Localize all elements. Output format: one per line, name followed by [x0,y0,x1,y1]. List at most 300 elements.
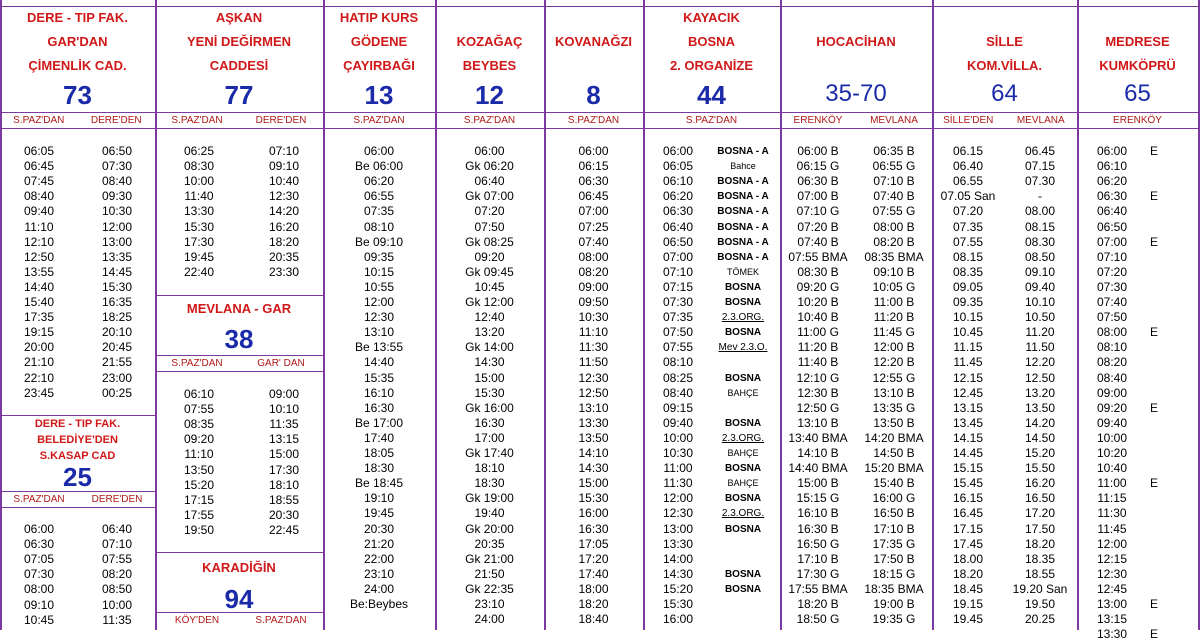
time-cell: 14:30 [474,355,505,370]
col-header: S.PAZ'DAN [255,615,307,626]
time-cell: 06:15 [578,159,609,174]
grid-hline [155,552,323,553]
time-cell: 10.50 [1024,310,1056,325]
time-cell: 10:05 G [872,279,916,294]
time-cell: 08:20 [101,567,133,582]
time-cell: 17:20 [578,551,609,566]
time-cell: 14:40 [363,355,395,370]
col-header: S.PAZ'DAN [353,115,405,126]
time-cell: 17:40 [578,566,609,581]
time-cell: 07:45 [23,174,55,189]
time-cell: 08:00 [578,249,609,264]
time-cell: 15:00 [268,447,300,462]
time-cell: 16:20 [268,219,300,234]
col-header: DERE'DEN [91,494,143,505]
time-cell: 10:20 [1096,446,1128,460]
route-number: 64 [991,80,1018,107]
time-cell: 15:35 [363,370,395,385]
time-cell: 17:10 B [797,551,839,566]
time-cell: 15:15 G [796,491,840,506]
time-cell: 07:50 [1096,310,1128,325]
route-number: 25 [63,462,92,492]
time-cell: 06.15 [952,144,984,158]
time-cell: 13:00 [101,234,133,249]
time-cell: 09:20 [183,432,215,447]
route-note: BOSNA [724,417,762,429]
time-cell: 11:00 [1097,476,1127,491]
time-cell: 15:30 [474,385,505,400]
route-note: E [1150,400,1159,415]
time-cell: 07.30 [1024,174,1056,189]
time-cell: 07.55 [952,234,984,249]
time-cell: Gk 21:00 [465,551,514,566]
time-cell: 09.05 [952,279,984,294]
time-cell: 07:35 [662,310,694,325]
time-cell: 14:00 [662,551,694,566]
time-cell: 11:35 [102,612,132,627]
time-cell: 07:55 BMA [788,249,848,264]
time-cell: 18:25 [101,310,133,325]
time-cell: 12:50 [23,249,55,264]
time-cell: 07.15 [1024,159,1056,174]
time-cell: 12:50 G [796,400,840,415]
route-note: BOSNA - A [717,251,769,263]
route-note: BOSNA - A [717,221,769,233]
route-note: BOSNA [724,463,762,475]
time-cell: 07:50 [662,325,694,340]
time-cell: 19:40 [474,506,505,521]
route-title: KOM.VİLLA. [966,58,1043,73]
route-title: MEVLANA - GAR [186,301,292,316]
time-cell: 06:30 B [797,174,839,189]
time-cell: 07:30 [1096,279,1128,294]
route-note: BOSNA [724,493,762,505]
time-cell: 16:30 [578,521,609,536]
time-cell: 06:30 [578,174,609,189]
time-cell: Be 13:55 [354,340,404,355]
route-note: BOSNA - A [717,176,769,188]
time-cell: 12:30 B [797,385,839,400]
time-cell: 11:20 B [797,340,839,355]
time-cell: 15.45 [952,476,984,491]
time-cell: 18:35 BMA [864,581,924,596]
time-cell: 07:50 [474,219,505,234]
route-title: SİLLE [986,34,1023,49]
time-cell: 14:45 [101,264,133,279]
time-cell: 09:00 [1096,385,1128,400]
time-cell: 20:00 [23,340,55,355]
route-note: 2.3.ORG. [721,312,765,324]
time-cell: 00:25 [101,385,133,400]
time-cell: 07.05 San [940,189,996,204]
time-cell: 12:30 [1096,566,1128,581]
time-cell: 06:30 [1096,189,1128,204]
route-note: BOSNA [724,372,762,384]
time-cell: 08.50 [1024,249,1056,264]
time-cell: 08:35 [183,417,215,432]
time-cell: 19:45 [363,506,395,521]
grid-hline [155,295,323,296]
route-title: HOCACİHAN [816,34,896,49]
time-cell: 10:00 [662,430,694,445]
time-cell: 09:00 [268,387,300,401]
time-cell: 12:15 [1096,551,1128,566]
time-cell: 17:35 [23,310,55,325]
time-cell: 18:00 [578,581,609,596]
col-header: S.PAZ'DAN [171,358,223,369]
time-cell: 16:00 [578,506,609,521]
time-cell: 06:40 [101,522,133,536]
time-cell: 20:30 [363,521,395,536]
time-cell: 10:00 [101,597,133,612]
time-cell: 17:15 [183,492,215,507]
time-cell: 08:20 [1096,355,1128,370]
route-title: DERE - TIP FAK. [27,10,128,25]
time-cell: 18:20 [578,597,609,611]
time-cell: 08:40 [662,385,694,400]
time-cell: 06:50 [1096,219,1128,234]
time-cell: 16.15 [952,491,984,506]
time-cell: 09:40 [23,204,55,219]
time-cell: 07:00 [578,204,609,219]
time-cell: 10:10 [268,402,300,417]
route-note: E [1150,189,1159,204]
time-cell: 14:10 B [797,446,839,460]
route-note: E [1150,627,1159,642]
time-cell: 15:20 [662,581,694,596]
time-cell: 12:50 [578,385,609,400]
route-number: 35-70 [825,80,887,107]
time-cell: 08.30 [1024,234,1056,249]
time-cell: 08:10 [363,219,395,234]
time-cell: 15:00 [474,370,505,385]
time-cell: 08:00 [23,582,55,597]
time-cell: 18:30 [474,476,505,491]
time-cell: 09.40 [1024,279,1056,294]
time-cell: Gk 14:00 [465,340,514,355]
time-cell: 14:30 [578,461,609,476]
time-cell: 06:30 [23,537,55,552]
time-cell: 11:20 B [873,310,915,325]
time-cell: 06:00 [578,144,609,158]
time-cell: 24:00 [363,581,395,596]
time-cell: 08.15 [1024,219,1056,234]
time-cell: 13:50 [578,430,609,445]
route-title: KARADİĞİN [202,560,276,575]
time-cell: 14:10 [578,446,609,460]
route-title: ÇAYIRBAĞI [343,58,415,73]
time-cell: 09:35 [363,249,395,264]
time-cell: 10.45 [952,325,984,340]
time-cell: 09.10 [1024,264,1056,279]
time-cell: 07:10 [101,537,133,552]
time-cell: 17:55 BMA [788,581,848,596]
time-cell: 06.55 [952,174,984,189]
time-cell: 15:00 B [797,476,839,491]
time-cell: 06:00 [1096,144,1128,158]
col-header: ERENKÖY [793,115,843,126]
time-cell: 18:30 [363,461,395,476]
route-number: 13 [364,80,394,110]
time-cell: 11:30 [1097,506,1127,521]
time-cell: 07:25 [578,219,609,234]
route-title: KOVANAĞZI [554,34,633,49]
route-title: BOSNA [688,34,735,49]
time-cell: 19.45 [952,612,984,627]
time-cell: Gk 12:00 [465,295,514,309]
time-cell: 09:10 B [873,264,915,279]
time-cell: 07:55 [101,552,133,567]
time-cell: 06:55 G [872,159,916,174]
time-cell: 06:10 [662,174,694,189]
route-note: 2.3.ORG. [721,508,765,520]
time-cell: 11:10 [578,325,609,340]
time-cell: 22:40 [183,264,215,279]
time-cell: 09:30 [101,189,133,204]
time-cell: 23:00 [101,370,133,385]
time-cell: 14:20 BMA [864,430,924,445]
time-cell: 14:20 [268,204,300,219]
time-cell: 13:10 [363,325,395,340]
time-cell: 19.20 San [1012,581,1068,596]
time-cell: 13:50 [183,462,215,477]
col-header: S.PAZ'DAN [13,115,65,126]
time-cell: 17.15 [952,521,984,536]
route-note: E [1150,476,1159,491]
time-cell: 16:00 [662,612,694,627]
time-cell: 18.20 [952,566,984,581]
time-cell: 18:20 B [797,597,839,611]
time-cell: 07:10 [1096,249,1128,264]
route-note: BOSNA - A [717,146,769,157]
time-cell: 08:00 B [873,219,915,234]
route-title: S.KASAP CAD [39,450,116,462]
route-title: BEYBES [462,58,517,73]
route-title: MEDRESE [1105,34,1170,49]
time-cell: 07:55 [662,340,694,355]
time-cell: 10:45 [474,279,505,294]
time-cell: 07:00 [1096,234,1128,249]
time-cell: 17:30 G [796,566,840,581]
col-header: KÖY'DEN [174,615,220,626]
time-cell: 18:55 [268,492,300,507]
time-cell: 15:30 [578,491,609,506]
time-cell: 17:55 [183,507,215,522]
route-number: 77 [224,80,254,110]
time-cell: 06:00 [474,144,505,158]
time-cell: 15.50 [1024,461,1056,476]
time-cell: 17:05 [578,536,609,551]
time-cell: 06:00 B [797,144,839,158]
time-cell: 11:15 [1097,491,1127,506]
route-note: E [1150,597,1159,611]
time-cell: 17.50 [1024,521,1056,536]
time-cell: 20:35 [474,536,505,551]
time-cell: 11:40 [184,189,214,204]
time-cell: 12:40 [474,310,505,325]
time-cell: 12.20 [1024,355,1056,370]
col-header: SİLLE'DEN [943,115,994,126]
route-title: GÖDENE [350,34,408,49]
time-cell: 13:00 [662,521,694,536]
time-cell: 11.20 [1025,325,1055,340]
time-cell: 08.15 [952,249,984,264]
time-cell: 13:35 [101,249,133,264]
time-cell: 10:00 [1096,430,1128,445]
time-cell: 21:50 [474,566,505,581]
time-cell: 13:10 B [797,415,839,430]
route-title: KAYACIK [683,10,740,25]
route-note: BOSNA - A [717,206,769,218]
time-cell: 06:00 [363,144,395,158]
route-note: BAHÇE [727,448,759,458]
time-cell: 11:00 B [873,295,915,309]
time-cell: 20:10 [101,325,133,340]
grid-hline [0,507,155,508]
time-cell: 14.15 [952,430,984,445]
time-cell: 11:10 [24,219,54,234]
time-cell: 19:10 [363,491,395,506]
time-cell: 12:00 [1096,536,1128,551]
time-cell: 08:40 [101,174,133,189]
time-cell: 13:30 [183,204,215,219]
time-cell: 10.15 [952,310,984,325]
time-cell: 18:05 [363,446,395,460]
time-cell: 10:15 [363,264,395,279]
time-cell: 09:20 [474,249,505,264]
time-cell: 15:00 [578,476,609,491]
time-cell: 06:40 [1096,204,1128,219]
route-note: BAHÇE [727,387,759,398]
time-cell: 11.45 [953,355,983,370]
route-title: KUMKÖPRÜ [1099,58,1176,73]
route-note: BOSNA [724,327,762,339]
time-cell: 11.50 [1025,340,1055,355]
route-number: 38 [224,324,254,354]
time-cell: 08:25 [662,370,694,385]
time-cell: 12:00 [363,295,395,309]
time-cell: 08:40 [23,189,55,204]
time-cell: 10:00 [183,174,215,189]
time-cell: Gk 19:00 [465,491,514,506]
time-cell: 09:40 [1096,415,1128,430]
time-cell: 21:10 [23,355,55,370]
time-cell: 16:10 [363,385,395,400]
time-cell: 11:50 [578,355,609,370]
time-cell: 08:40 [1096,370,1128,385]
time-cell: 19.50 [1024,597,1056,611]
route-title: YENİ DEĞİRMEN [186,34,291,49]
time-cell: 16.50 [1024,491,1056,506]
route-title: 2. ORGANİZE [669,58,754,73]
time-cell: 12:00 [101,219,133,234]
time-cell: 06:05 [23,144,55,158]
route-title: HATIP KURS [339,10,419,25]
time-cell: 07:20 [1096,264,1128,279]
time-cell: 15:30 [662,597,694,611]
time-cell: Gk 20:00 [465,521,514,536]
time-cell: 06:10 [1096,159,1128,174]
route-number: 12 [475,80,504,110]
time-cell: 13:00 [1096,597,1128,611]
time-cell: 08:10 [662,355,694,370]
time-cell: 06:20 [363,174,395,189]
route-title: GAR'DAN [47,34,108,49]
time-cell: 12:20 B [873,355,915,370]
time-cell: 11:40 B [797,355,839,370]
time-cell: 06:15 G [796,159,840,174]
time-cell: 16:10 B [797,506,839,521]
time-cell: 11:45 G [873,325,915,340]
route-note: 2.3.ORG. [721,432,765,444]
time-cell: Gk 22:35 [465,581,514,596]
time-cell: 14:50 B [873,446,915,460]
time-cell: 18.45 [952,581,984,596]
time-cell: 18.55 [1024,566,1056,581]
time-cell: 07:40 B [797,234,839,249]
time-cell: 08:20 B [873,234,915,249]
time-cell: 11:35 [269,417,299,432]
time-cell: 17:10 B [873,521,915,536]
time-cell: 23:10 [474,597,505,611]
time-cell: 09.35 [952,295,984,309]
time-cell: 07:40 B [873,189,915,204]
time-cell: 22:00 [363,551,395,566]
time-cell: 09:20 G [796,279,840,294]
time-cell: 11:30 [663,476,693,491]
time-cell: 18:50 G [796,612,840,627]
col-header: S.PAZ'DAN [685,115,738,126]
route-note: E [1150,325,1159,340]
time-cell: Be 06:00 [354,159,404,174]
route-number: 8 [586,80,601,110]
route-note: E [1150,234,1159,249]
time-cell: 11:00 G [797,325,839,340]
time-cell: 06:40 [662,219,694,234]
time-cell: 19:50 [183,522,215,537]
time-cell: 13:50 B [873,415,915,430]
time-cell: Be 18:45 [354,476,404,491]
time-cell: 07:20 [474,204,505,219]
time-cell: 18:20 [268,234,300,249]
time-cell: 16:50 G [796,536,840,551]
time-cell: 20:30 [268,507,300,522]
time-cell: 14:40 [23,279,55,294]
time-cell: 12:00 [662,491,694,506]
time-cell: 12:30 [662,506,694,521]
time-cell: 06:30 [662,204,694,219]
time-cell: 13:15 [1096,612,1128,627]
time-cell: 14:30 [662,566,694,581]
time-cell: 06:20 [662,189,694,204]
time-cell: 22:10 [23,370,55,385]
time-cell: 13:10 [578,400,609,415]
time-cell: 11:00 [663,461,693,476]
time-cell: 14.50 [1024,430,1056,445]
time-cell: 12:30 [363,310,395,325]
route-note: BAHÇE [727,478,759,489]
route-title: AŞKAN [215,10,263,25]
time-cell: 06:40 [474,174,505,189]
time-cell: 07:00 B [797,189,839,204]
time-cell: - [1038,189,1042,204]
time-cell: Be:Beybes [349,597,409,611]
time-cell: 07:10 B [873,174,915,189]
time-cell: 17:40 [363,430,395,445]
time-cell: 07:30 [101,159,133,174]
route-title: ÇİMENLİK CAD. [28,58,127,73]
time-cell: 06:00 [662,144,694,158]
